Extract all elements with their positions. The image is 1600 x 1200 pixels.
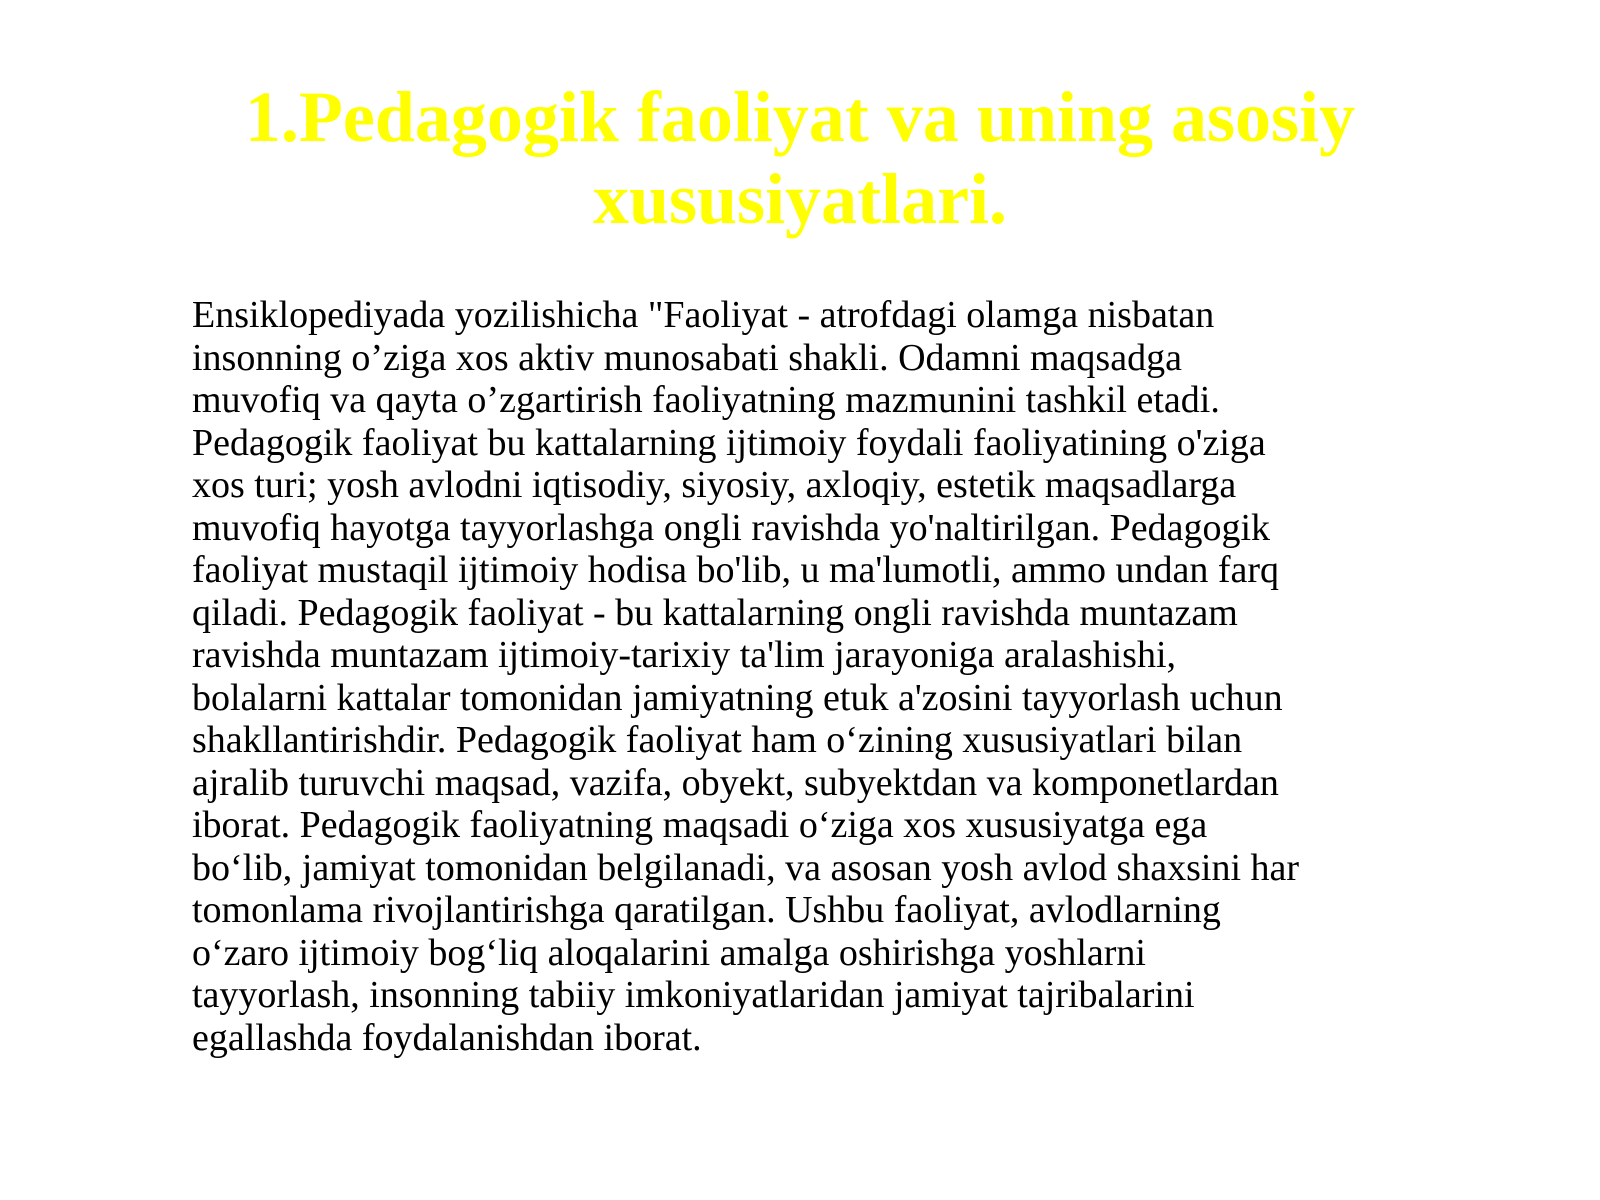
body-line: iborat. Pedagogik faoliyatning maqsadi o‘ziga xos xususiyatga ega bbox=[192, 804, 1208, 846]
slide-title-line-1: 1.Pedagogik faoliyat va uning asosiy bbox=[244, 77, 1356, 157]
body-line: qiladi. Pedagogik faoliyat - bu kattalarning ongli ravishda muntazam bbox=[192, 591, 1238, 634]
body-line: tomonlama rivojlantirishga qaratilgan. Ushbu faoliyat, avlodlarning bbox=[192, 889, 1221, 931]
body-line: Ensiklopediyada yozilishicha "Faoliyat - atrofdagi olamga nisbatan bbox=[192, 294, 1215, 336]
slide-body-text bbox=[192, 294, 1492, 1059]
body-line: tayyorlash, insonning tabiiy imkoniyatlaridan jamiyat tajribalarini bbox=[192, 974, 1195, 1016]
body-line: xos turi; yosh avlodni iqtisodiy, siyosiy, axloqiy, estetik maqsadlarga bbox=[192, 464, 1237, 506]
body-line: Pedagogik faoliyat bu kattalarning ijtimoiy foydali faoliyatining o'ziga bbox=[192, 421, 1266, 464]
body-line: shakllantirishdir. Pedagogik faoliyat ham o‘zining xususiyatlari bilan bbox=[192, 719, 1243, 761]
slide-title bbox=[100, 76, 1500, 240]
body-line: ajralib turuvchi maqsad, vazifa, obyekt, subyektdan va komponetlardan bbox=[192, 761, 1279, 804]
slide-title-line-2: xususiyatlari. bbox=[592, 159, 1008, 239]
body-line: ravishda muntazam ijtimoiy-tarixiy ta'lim jarayoniga aralashishi, bbox=[192, 634, 1177, 676]
body-line: faoliyat mustaqil ijtimoiy hodisa bo'lib, u ma'lumotli, ammo undan farq bbox=[192, 549, 1280, 591]
body-line: muvofiq va qayta o’zgartirish faoliyatning mazmunini tashkil etadi. bbox=[192, 379, 1220, 421]
body-line: bolalarni kattalar tomonidan jamiyatning etuk a'zosini tayyorlash uchun bbox=[192, 676, 1283, 719]
body-line: insonning o’ziga xos aktiv munosabati shakli. Odamni maqsadga bbox=[192, 336, 1182, 379]
body-line: egallashda foydalanishdan iborat. bbox=[192, 1016, 702, 1059]
body-line: muvofiq hayotga tayyorlashga ongli ravishda yo'naltirilgan. Pedagogik bbox=[192, 506, 1271, 549]
body-line: bo‘lib, jamiyat tomonidan belgilanadi, va asosan yosh avlod shaxsini har bbox=[192, 846, 1300, 889]
body-line: o‘zaro ijtimoiy bog‘liq aloqalarini amalga oshirishga yoshlarni bbox=[192, 931, 1146, 974]
